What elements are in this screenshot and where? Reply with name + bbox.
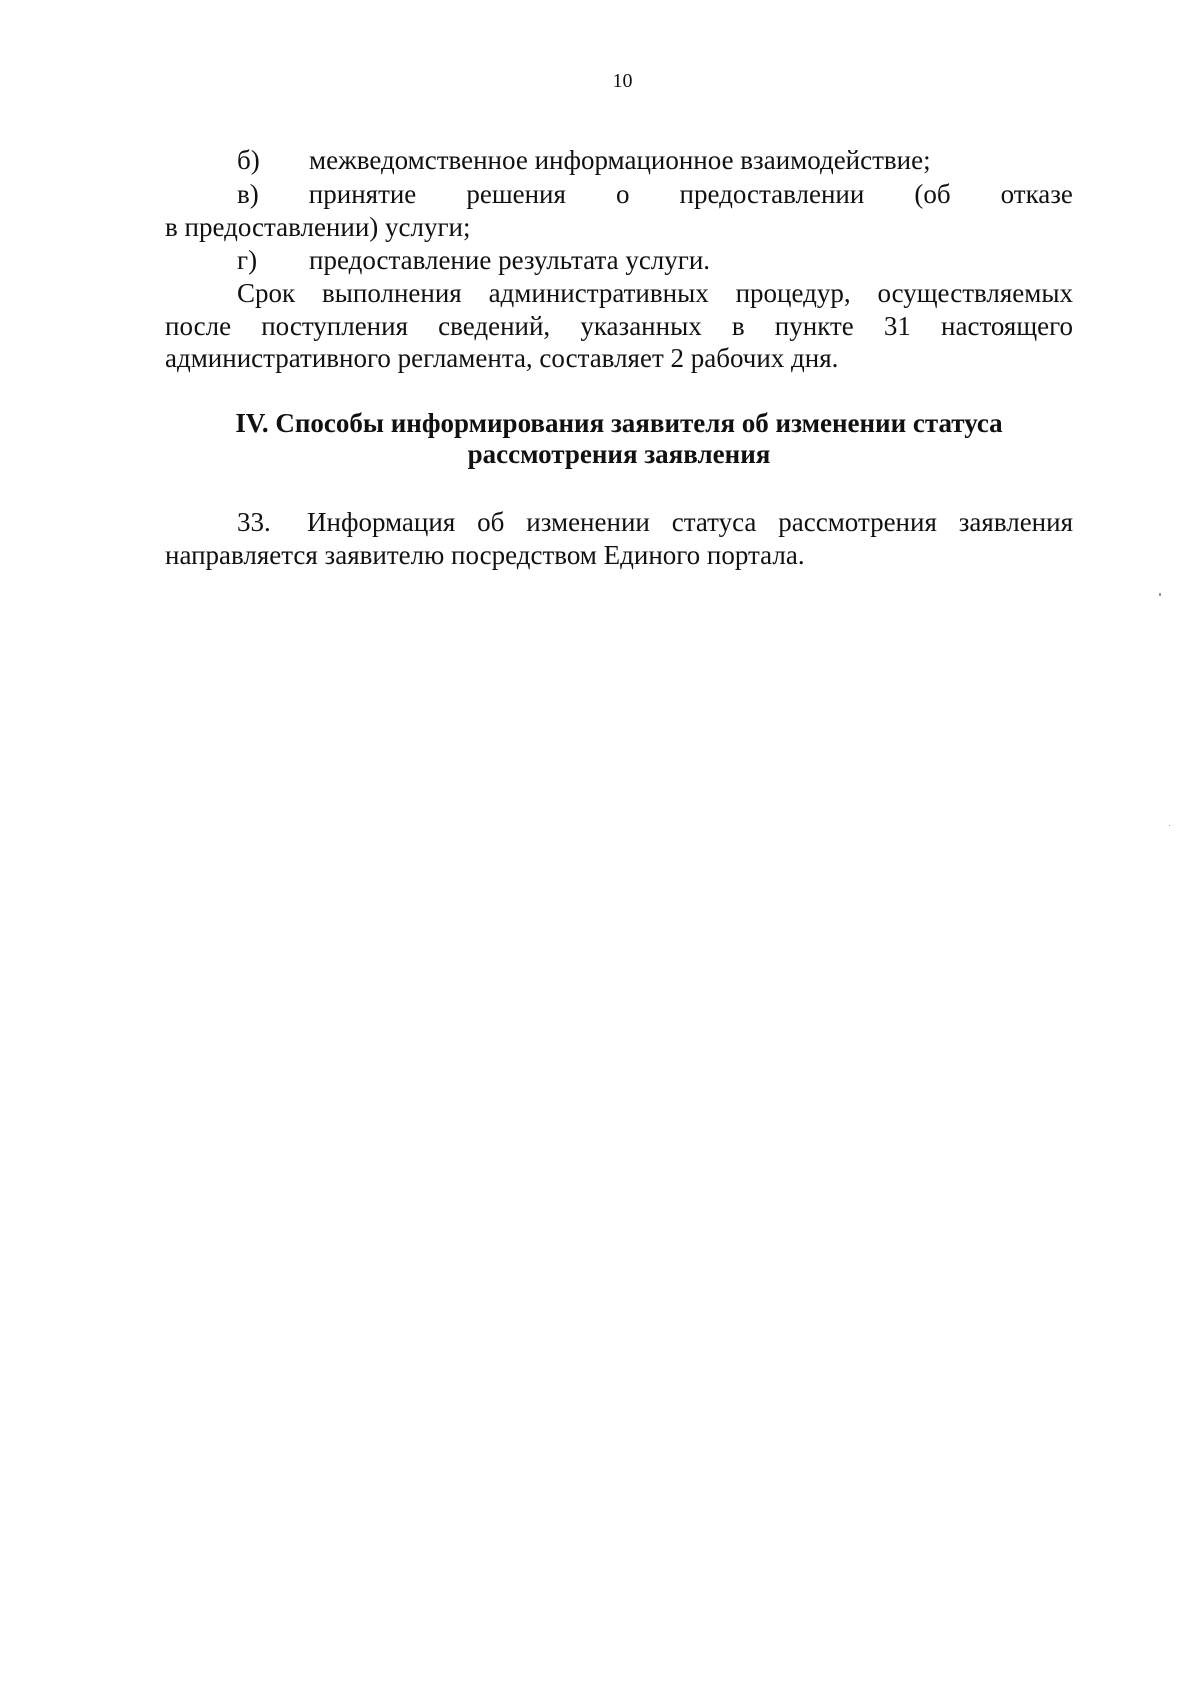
list-item-v-continuation: в предоставлении) услуги; (165, 212, 471, 242)
paragraph-33-line-1 (165, 506, 1073, 539)
page-number: 10 (612, 70, 633, 92)
word: о (615, 179, 630, 209)
word: принятие (308, 179, 417, 209)
section-heading (165, 408, 1073, 470)
word: решения (466, 179, 566, 209)
list-item-label: б) (237, 145, 260, 175)
list-item-label: в) (237, 179, 259, 209)
paragraph-text: Информация об изменении статуса рассмотрения заявления (307, 507, 1073, 537)
scan-speck (1169, 825, 1170, 826)
list-item-text: межведомственное информационное взаимодействие; (309, 145, 931, 175)
paragraph-33-line-2: направляется заявителю посредством Единого портала. (165, 540, 805, 570)
list-item-v (165, 178, 1073, 211)
paragraph-deadline-line-2: после поступления сведений, указанных в пункте 31 настоящего (165, 311, 1073, 341)
list-item-text: предоставление результата услуги. (309, 245, 711, 275)
paragraph-number: 33. (237, 507, 271, 537)
list-item-label: г) (237, 245, 258, 275)
list-item-b (165, 144, 1073, 177)
list-item-g (165, 244, 1073, 277)
section-heading-line-2: рассмотрения заявления (467, 439, 771, 469)
word: отказе (1000, 179, 1073, 209)
word: предоставлении (679, 179, 865, 209)
scan-speck (1159, 593, 1161, 596)
section-heading-line-1: IV. Способы информирования заявителя об изменении статуса (235, 408, 1003, 438)
paragraph-deadline-line-3: административного регламента, составляет 2 рабочих дня. (165, 343, 839, 373)
word: (об (914, 179, 951, 209)
paragraph-deadline-line-1: Срок выполнения административных процедур, осуществляемых (237, 278, 1073, 308)
